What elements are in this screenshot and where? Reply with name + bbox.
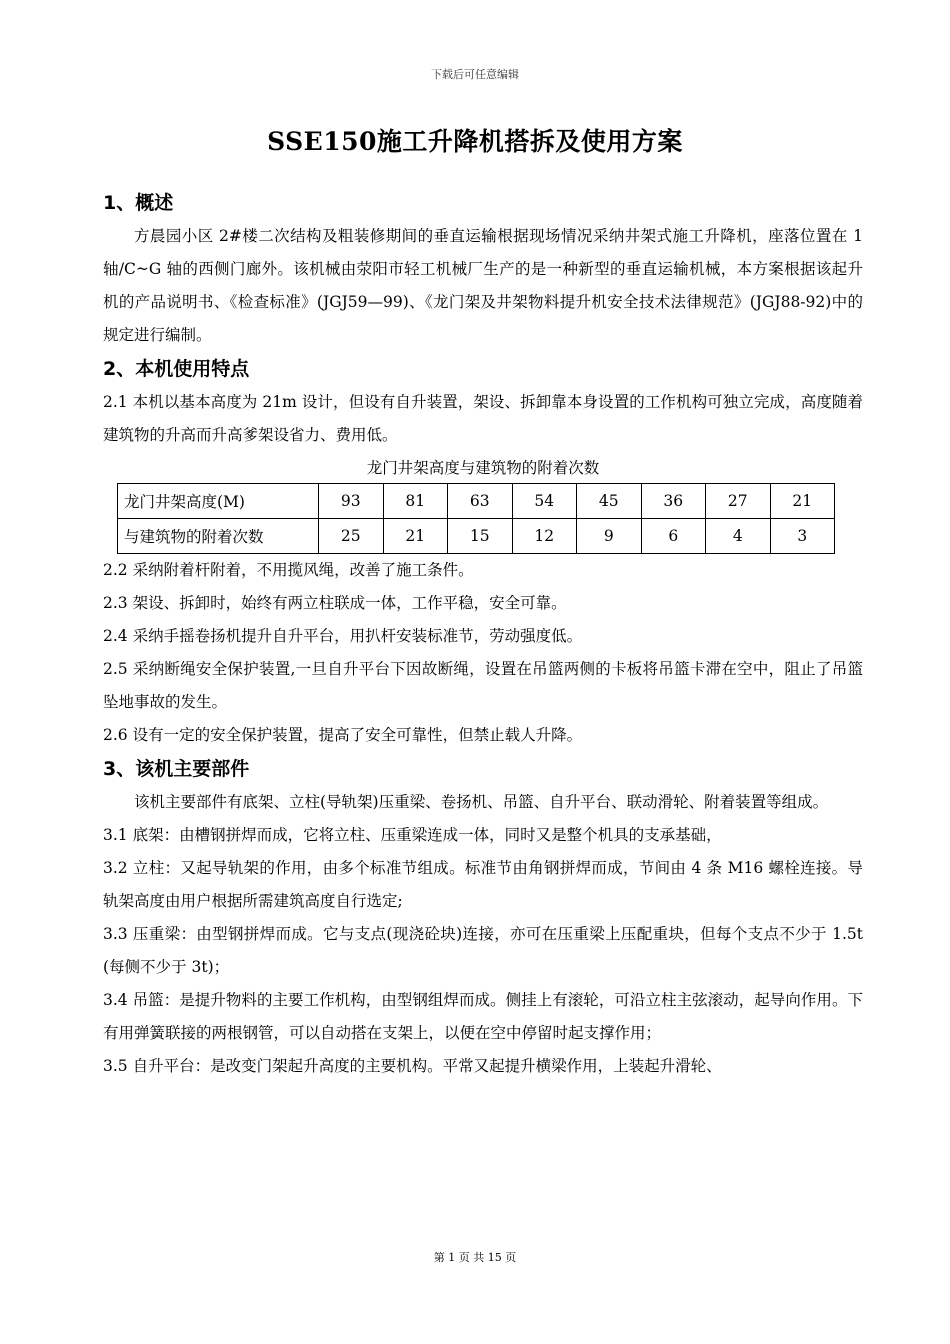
table-cell: 54: [512, 484, 577, 519]
table-cell: 93: [319, 484, 384, 519]
header-watermark: 下载后可任意编辑: [431, 68, 519, 81]
paragraph: 3.4 吊篮：是提升物料的主要工作机构，由型钢组焊而成。侧挂上有滚轮，可沿立柱主弦滚动，起导向作用。下有用弹簧联接的两根钢管，可以自动搭在支架上，以便在空中停留时起支撑作用；: [103, 991, 863, 1042]
paragraph: 3.5 自升平台：是改变门架起升高度的主要机构。平常又起提升横梁作用，上装起升滑轮、: [103, 1057, 722, 1075]
table-cell: 6: [641, 519, 706, 554]
paragraph: 该机主要部件有底架、立柱(导轨架)压重梁、卷扬机、吊篮、自升平台、联动滑轮、附着装置等组成。: [134, 793, 829, 811]
table-cell: 12: [512, 519, 577, 554]
table-row-label: 龙门井架高度(M): [118, 484, 319, 519]
table-cell: 81: [383, 484, 448, 519]
paragraph: 2.3 架设、拆卸时，始终有两立柱联成一体，工作平稳，安全可靠。: [103, 594, 567, 612]
table-row: [118, 484, 835, 519]
page-number: 第 1 页 共 15 页: [433, 1251, 517, 1264]
table-cell: 21: [770, 484, 835, 519]
table-caption: 龙门井架高度与建筑物的附着次数: [366, 459, 600, 477]
table-row-label: 与建筑物的附着次数: [118, 519, 319, 554]
document-title: SSE150施工升降机搭拆及使用方案: [267, 127, 683, 156]
table-cell: 63: [448, 484, 513, 519]
paragraph: 2.2 采纳附着杆附着，不用揽风绳，改善了施工条件。: [103, 561, 474, 579]
paragraph: 3.2 立柱：又起导轨架的作用，由多个标准节组成。标准节由角钢拼焊而成，节间由 4 条 M16 螺栓连接。导轨架高度由用户根据所需建筑高度自行选定;: [103, 859, 863, 910]
height-attachment-table: [117, 483, 835, 554]
table-cell: 21: [383, 519, 448, 554]
table-cell: 4: [706, 519, 771, 554]
paragraph: 2.6 设有一定的安全保护装置，提高了安全可靠性，但禁止载人升降。: [103, 726, 583, 744]
paragraph: 2.1 本机以基本高度为 21m 设计，但设有自升装置，架设、拆卸靠本身设置的工作机构可独立完成，高度随着建筑物的升高而升高爹架设省力、费用低。: [103, 393, 863, 444]
table-cell: 45: [577, 484, 642, 519]
section-heading-features: 2、本机使用特点: [103, 358, 250, 380]
paragraph: 3.1 底架：由槽钢拼焊而成，它将立柱、压重梁连成一体，同时又是整个机具的支承基础，: [103, 826, 722, 844]
table-cell: 27: [706, 484, 771, 519]
table-cell: 9: [577, 519, 642, 554]
paragraph: 2.4 采纳手摇卷扬机提升自升平台，用扒杆安装标准节，劳动强度低。: [103, 627, 583, 645]
table-cell: 15: [448, 519, 513, 554]
document-body: [103, 186, 863, 1083]
table-row: [118, 519, 835, 554]
section-heading-components: 3、该机主要部件: [103, 758, 250, 780]
table-cell: 25: [319, 519, 384, 554]
paragraph: 3.3 压重梁：由型钢拼焊而成。它与支点(现浇砼块)连接，亦可在压重梁上压配重块，但每个支点不少于 1.5t (每侧不少于 3t)；: [103, 925, 863, 976]
table-cell: 3: [770, 519, 835, 554]
section-heading-overview: 1、概述: [103, 192, 174, 214]
paragraph: 2.5 采纳断绳安全保护装置,一旦自升平台下因故断绳，设置在吊篮两侧的卡板将吊篮卡滞在空中，阻止了吊篮坠地事故的发生。: [103, 660, 863, 711]
table-cell: 36: [641, 484, 706, 519]
paragraph: 方晨园小区 2#楼二次结构及粗装修期间的垂直运输根据现场情况采纳井架式施工升降机，座落位置在 1 轴/C~G 轴的西侧门廊外。该机械由荥阳市轻工机械厂生产的是一种新型的垂直运输机械，本方案根据该起升机的产品说明书、《检查标准》(JGJ59—99)、《龙门架及井架物料提升机安全技术法律规范》(JGJ88-92)中的规定进行编制。: [103, 227, 863, 344]
